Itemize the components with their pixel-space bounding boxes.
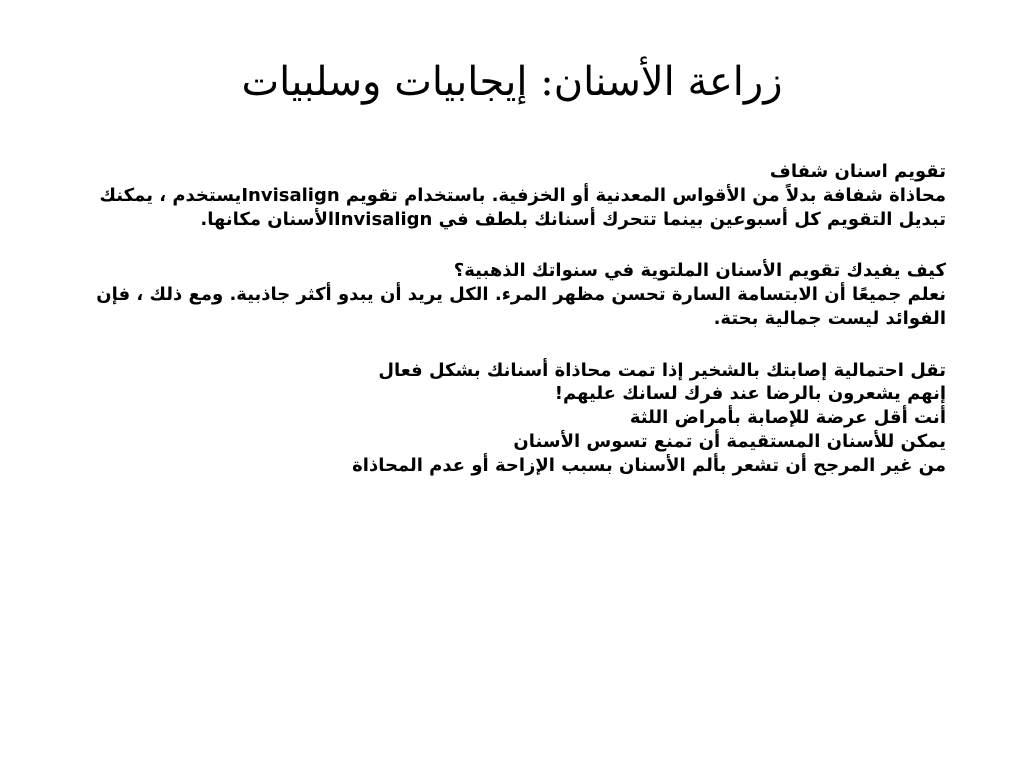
benefit-line: يمكن للأسنان المستقيمة أن تمنع تسوس الأسنان: [513, 430, 946, 452]
slide-title: زراعة الأسنان: إيجابيات وسلبيات: [241, 59, 783, 105]
invisalign-text-part-3: ، يمكنك تبديل التقويم كل أسبوعين بينما تتحرك أسنانك بلطف في: [99, 184, 946, 230]
benefit-line: أنت أقل عرضة للإصابة بأمراض اللثة: [629, 407, 946, 428]
smile-benefits-paragraph: نعلم جميعًا أن الابتسامة السارة تحسن مظهر المرء. الكل يريد أن يبدو أكثر جاذبية. ومع ذلك ، فإن الفوائد ليست جمالية بحتة.: [96, 284, 946, 329]
paragraph-gap: [76, 331, 946, 359]
benefit-line: تقل احتمالية إصابتك بالشخير إذا تمت محاذاة أسنانك بشكل فعال: [378, 359, 946, 381]
heading-golden-years: كيف يفيدك تقويم الأسنان الملتوية في سنواتك الذهبية؟: [453, 260, 946, 282]
invisalign-brand-1: Invisalign: [241, 184, 340, 206]
invisalign-brand-2: Invisalign: [334, 208, 433, 230]
invisalign-text-part-1: محاذاة شفافة بدلاً من الأقواس المعدنية أو الخزفية. باستخدام تقويم: [339, 184, 946, 206]
heading-clear-aligners: تقويم اسنان شفاف: [769, 161, 946, 182]
invisalign-text-part-4: الأسنان مكانها.: [200, 208, 335, 230]
slide-body: [76, 160, 946, 477]
invisalign-text-part-2: يستخدم: [172, 184, 242, 206]
invisalign-paragraph: [76, 184, 946, 232]
benefit-line: إنهم يشعرون بالرضا عند فرك لسانك عليهم!: [554, 383, 946, 405]
paragraph-gap: [76, 231, 946, 259]
benefit-line: من غير المرجح أن تشعر بألم الأسنان بسبب الإزاحة أو عدم المحاذاة: [352, 454, 946, 476]
